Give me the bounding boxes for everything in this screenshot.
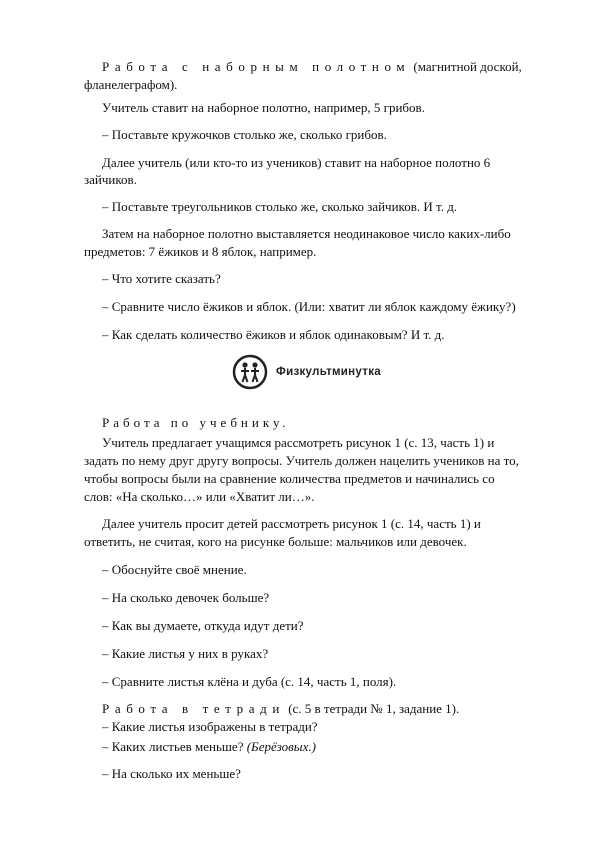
heading-note: (магнитной доской, bbox=[410, 59, 522, 74]
paragraph-tetrad-heading bbox=[102, 700, 459, 717]
paragraph-text: Далее учитель (или кто-то из учеников) ставит на наборное полотно 6 bbox=[102, 155, 491, 170]
question-line: – Сравните листья клёна и дуба (с. 14, часть 1, поля). bbox=[102, 674, 397, 689]
paragraph-text: Учитель предлагает учащимся рассмотреть рисунок 1 (с. 13, часть 1) и bbox=[102, 435, 495, 450]
question-line: – Как вы думаете, откуда идут дети? bbox=[102, 618, 304, 633]
heading-continuation: фланелеграфом). bbox=[84, 77, 178, 92]
answer-hint: (Берёзовых.) bbox=[246, 739, 316, 754]
question-line: – Обоснуйте своё мнение. bbox=[102, 562, 247, 577]
question-line: – Какие листья изображены в тетради? bbox=[102, 719, 318, 734]
section-heading: Работа по учебнику. bbox=[102, 415, 290, 430]
paragraph-text-continuation: ответить, не считая, кого на рисунке больше: мальчиков или девочек. bbox=[84, 534, 467, 549]
question-line: – Как сделать количество ёжиков и яблок одинаковым? И т. д. bbox=[102, 327, 445, 342]
paragraph-nabornoe-polotno-heading bbox=[102, 58, 522, 75]
two-people-icon bbox=[232, 354, 268, 390]
paragraph-text-continuation: чтобы вопросы были на сравнение количества предметов и начинались со bbox=[84, 471, 495, 486]
question-line: – Что хотите сказать? bbox=[102, 271, 221, 286]
paragraph-text: Далее учитель просит детей рассмотреть рисунок 1 (с. 14, часть 1) и bbox=[102, 516, 481, 531]
question-line: – Сравните число ёжиков и яблок. (Или: хватит ли яблок каждому ёжику?) bbox=[102, 299, 516, 314]
question-line: – Поставьте треугольников столько же, сколько зайчиков. И т. д. bbox=[102, 199, 458, 214]
paragraph-text-continuation: задать по нему друг другу вопросы. Учитель должен нацелить учеников на то, bbox=[84, 453, 519, 468]
question-line: – На сколько девочек больше? bbox=[102, 590, 270, 605]
paragraph-text-continuation: слов: «На сколько…» или «Хватит ли…». bbox=[84, 489, 315, 504]
paragraph-text-continuation: зайчиков. bbox=[84, 172, 137, 187]
section-heading: Работа с наборным полотном bbox=[102, 59, 411, 74]
paragraph-text: Учитель ставит на наборное полотно, например, 5 грибов. bbox=[102, 100, 425, 115]
physical-exercise-banner bbox=[232, 352, 422, 392]
banner-label: Физкультминутка bbox=[276, 365, 381, 378]
paragraph-text-continuation: предметов: 7 ёжиков и 8 яблок, например. bbox=[84, 244, 317, 259]
question-text: – Каких листьев меньше? bbox=[102, 739, 247, 754]
question-line: – Какие листья у них в руках? bbox=[102, 646, 269, 661]
question-line: – Поставьте кружочков столько же, сколько грибов. bbox=[102, 127, 387, 142]
question-line bbox=[102, 738, 316, 755]
heading-note: (с. 5 в тетради № 1, задание 1). bbox=[284, 701, 460, 716]
question-line: – На сколько их меньше? bbox=[102, 766, 241, 781]
paragraph-text: Затем на наборное полотно выставляется неодинаковое число каких-либо bbox=[102, 226, 511, 241]
section-heading: Работа в тетради bbox=[102, 701, 285, 716]
